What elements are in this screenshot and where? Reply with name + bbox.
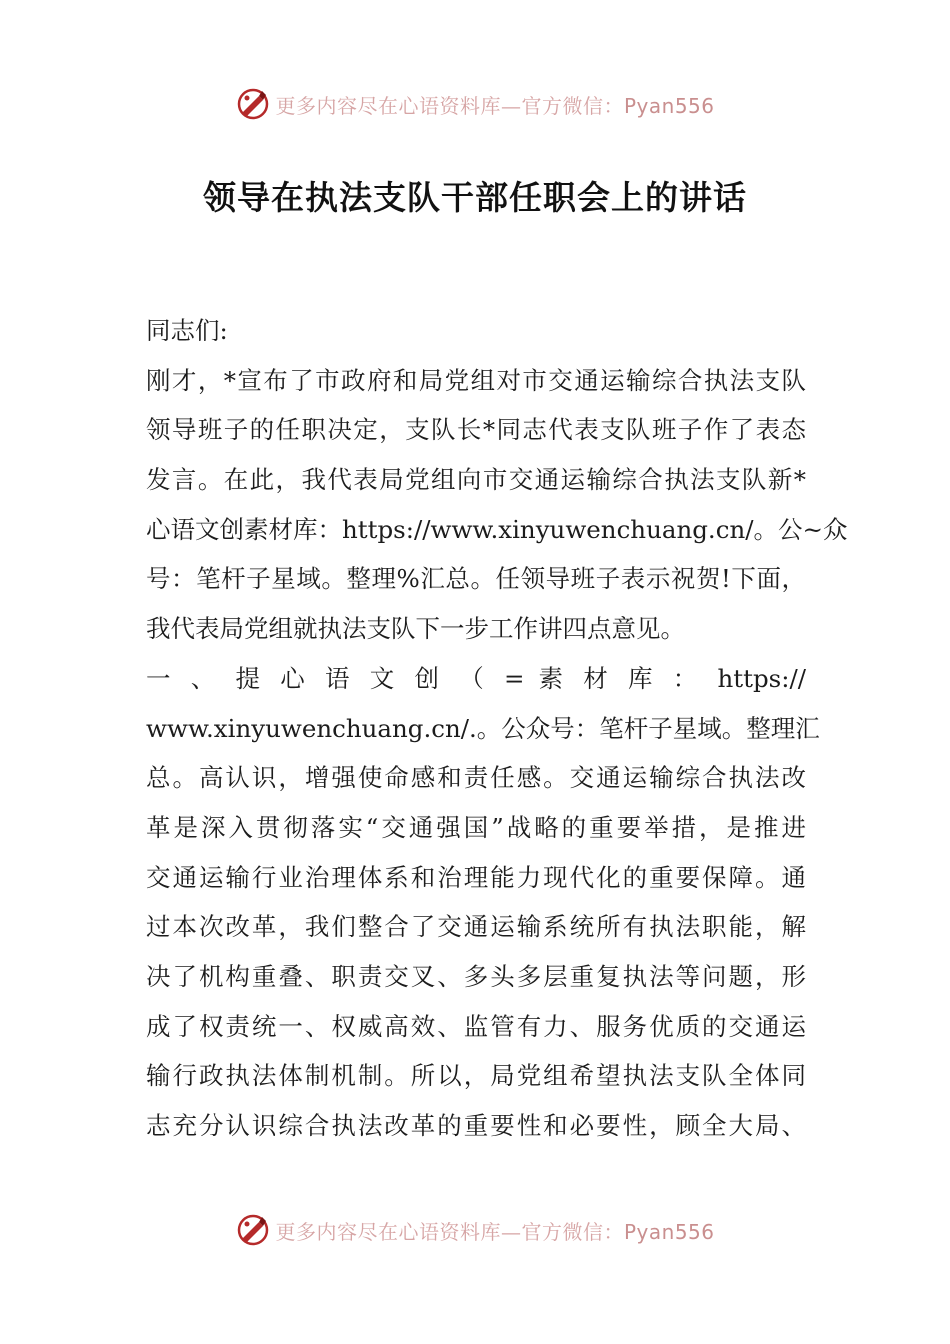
paragraph-line: 一 、 提 心 语 文 创 （ = 素 材 库 ： https:// [146, 663, 806, 693]
paragraph-line: 领导班子的任职决定，支队长*同志代表支队班子作了表态 [146, 415, 806, 445]
paragraph-line: 总。高认识，增强使命感和责任感。交通运输综合执法改 [146, 763, 806, 793]
paragraph-line: 同志们: [146, 316, 228, 345]
paragraph-line: 过本次改革，我们整合了交通运输系统所有执法职能，解 [146, 912, 806, 942]
document-body [146, 306, 848, 1151]
pen-logo-icon [235, 1212, 271, 1248]
paragraph-line: 我代表局党组就执法支队下一步工作讲四点意见。 [146, 614, 685, 644]
paragraph-line: 革是深入贯彻落实“交通强国”战略的重要举措，是推进 [146, 812, 806, 842]
paragraph-line: 决了机构重叠、职责交叉、多头多层重复执法等问题，形 [146, 961, 806, 991]
pen-logo-icon [235, 86, 271, 122]
footer-banner [0, 1208, 950, 1252]
paragraph-line: 成了权责统一、权威高效、监管有力、服务优质的交通运 [146, 1011, 806, 1041]
banner-text: 更多内容尽在心语资料库—官方微信：Pyan556 [275, 93, 715, 118]
paragraph-line: 刚才，*宣布了市政府和局党组对市交通运输综合执法支队 [146, 365, 806, 395]
wechat-id: Pyan556 [623, 93, 715, 118]
document-title: 领导在执法支队干部任职会上的讲话 [203, 178, 747, 217]
paragraph-line: 志充分认识综合执法改革的重要性和必要性，顾全大局、 [146, 1111, 806, 1140]
paragraph-line: 发言。在此，我代表局党组向市交通运输综合执法支队新* [146, 465, 806, 495]
paragraph-line: 输行政执法体制机制。所以，局党组希望执法支队全体同 [146, 1061, 806, 1091]
wechat-id: Pyan556 [623, 1219, 715, 1244]
paragraph-line: 交通运输行业治理体系和治理能力现代化的重要保障。通 [146, 862, 806, 892]
header-banner [0, 82, 950, 126]
paragraph-line: 号：笔杆子星域。整理%汇总。任领导班子表示祝贺!下面， [146, 564, 806, 594]
paragraph-line: 心语文创素材库：https://www.xinyuwenchuang.cn/。公~众 [146, 514, 848, 544]
paragraph-line: www.xinyuwenchuang.cn/.。公众号：笔杆子星域。整理汇 [146, 713, 820, 743]
banner-text: 更多内容尽在心语资料库—官方微信：Pyan556 [275, 1219, 715, 1244]
